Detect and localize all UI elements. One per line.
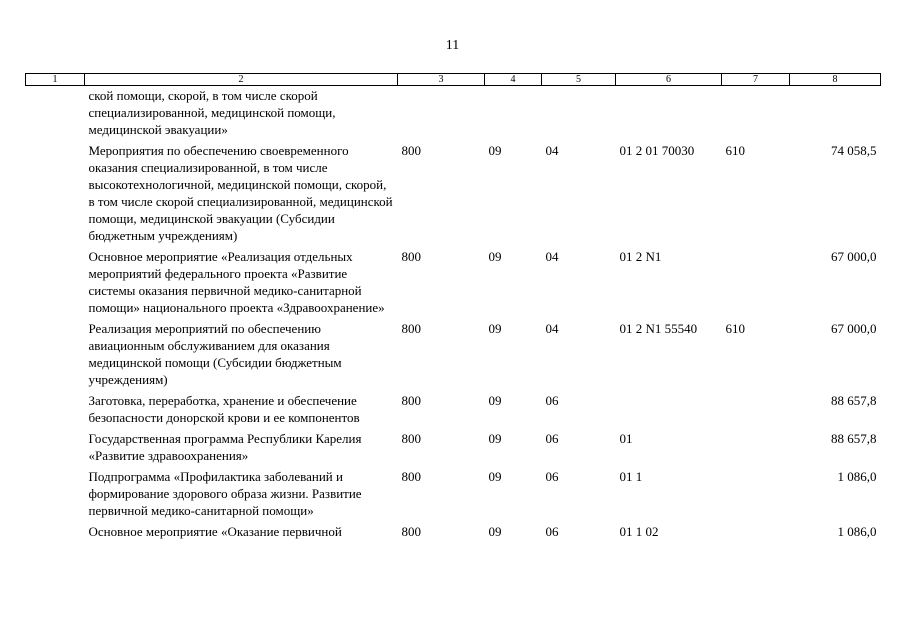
cell-index — [26, 86, 85, 142]
header-col-1: 1 — [26, 74, 85, 86]
table-header — [26, 74, 881, 86]
cell-amount: 1 086,0 — [837, 524, 877, 539]
table-row — [26, 429, 881, 467]
cell-section: 09 — [488, 469, 502, 484]
cell-section: 09 — [488, 249, 502, 264]
table-row — [26, 141, 881, 247]
cell-expense: 610 — [725, 143, 745, 158]
cell-ministry: 800 — [401, 393, 421, 408]
cell-ministry: 800 — [401, 469, 421, 484]
cell-index — [26, 467, 85, 522]
cell-section: 09 — [488, 143, 502, 158]
cell-subsection: 06 — [545, 469, 559, 484]
header-col-2: 2 — [85, 74, 398, 86]
table-row — [26, 522, 881, 543]
cell-amount: 74 058,5 — [831, 143, 877, 158]
cell-expense: 610 — [725, 321, 745, 336]
cell-expense — [722, 522, 790, 543]
cell-index — [26, 319, 85, 391]
cell-target — [616, 86, 722, 142]
header-col-8: 8 — [790, 74, 881, 86]
cell-target: 01 — [619, 431, 633, 446]
cell-target: 01 1 02 — [619, 524, 659, 539]
cell-expense — [722, 429, 790, 467]
cell-name: Мероприятия по обеспечению своевременного оказания специализированной, в том числе высокотехнологичной, медицинской помощи, скорой, в том числе скорой специализированной, медицинской помощи, медицинской эвакуации (Субсидии бюджетным учреждениям) — [88, 143, 393, 243]
table-row — [26, 319, 881, 391]
cell-target — [616, 391, 722, 429]
header-col-4: 4 — [485, 74, 542, 86]
cell-subsection: 04 — [545, 249, 559, 264]
cell-amount: 1 086,0 — [837, 469, 877, 484]
table-row — [26, 247, 881, 319]
cell-name: Реализация мероприятий по обеспечению авиационным обслуживанием для оказания медицинской помощи (Субсидии бюджетным учреждениям) — [88, 321, 342, 387]
cell-section: 09 — [488, 431, 502, 446]
cell-subsection: 06 — [545, 431, 559, 446]
cell-expense — [722, 467, 790, 522]
cell-name: Подпрограмма «Профилактика заболеваний и формирование здорового образа жизни. Развитие первичной медико-санитарной помощи» — [88, 469, 362, 518]
cell-subsection: 06 — [545, 393, 559, 408]
cell-name: Основное мероприятие «Оказание первичной — [88, 524, 342, 539]
page-number: 11 — [445, 38, 460, 53]
cell-index — [26, 391, 85, 429]
header-col-5: 5 — [542, 74, 616, 86]
cell-ministry: 800 — [401, 143, 421, 158]
cell-expense — [722, 247, 790, 319]
cell-name: Государственная программа Республики Карелия «Развитие здравоохранения» — [88, 431, 362, 463]
header-row — [26, 74, 881, 86]
cell-subsection — [542, 86, 616, 142]
cell-target: 01 2 N1 55540 — [619, 321, 698, 336]
cell-index — [26, 247, 85, 319]
cell-index — [26, 141, 85, 247]
cell-amount — [790, 86, 881, 142]
cell-amount: 88 657,8 — [831, 431, 877, 446]
header-col-6: 6 — [616, 74, 722, 86]
cell-subsection: 06 — [545, 524, 559, 539]
cell-target: 01 1 — [619, 469, 643, 484]
cell-ministry: 800 — [401, 524, 421, 539]
cell-section: 09 — [488, 524, 502, 539]
cell-section: 09 — [488, 321, 502, 336]
cell-amount: 67 000,0 — [831, 249, 877, 264]
table-row — [26, 467, 881, 522]
cell-subsection: 04 — [545, 143, 559, 158]
cell-expense — [722, 86, 790, 142]
cell-index — [26, 429, 85, 467]
cell-section: 09 — [488, 393, 502, 408]
table-row — [26, 391, 881, 429]
cell-ministry: 800 — [401, 249, 421, 264]
header-col-3: 3 — [398, 74, 485, 86]
cell-expense — [722, 391, 790, 429]
cell-target: 01 2 N1 — [619, 249, 662, 264]
cell-amount: 67 000,0 — [831, 321, 877, 336]
cell-name: Заготовка, переработка, хранение и обеспечение безопасности донорской крови и ее компонентов — [88, 393, 360, 425]
cell-ministry: 800 — [401, 321, 421, 336]
cell-section — [485, 86, 542, 142]
cell-ministry — [398, 86, 485, 142]
cell-subsection: 04 — [545, 321, 559, 336]
budget-table — [25, 73, 881, 543]
cell-name: ской помощи, скорой, в том числе скорой специализированной, медицинской помощи, медицинской эвакуации» — [88, 88, 336, 137]
table-row — [26, 86, 881, 142]
cell-target: 01 2 01 70030 — [619, 143, 695, 158]
header-col-7: 7 — [722, 74, 790, 86]
cell-amount: 88 657,8 — [831, 393, 877, 408]
cell-index — [26, 522, 85, 543]
cell-ministry: 800 — [401, 431, 421, 446]
cell-name: Основное мероприятие «Реализация отдельных мероприятий федерального проекта «Развитие системы оказания первичной медико-санитарной помощи» национального проекта «Здравоохранение» — [88, 249, 385, 315]
